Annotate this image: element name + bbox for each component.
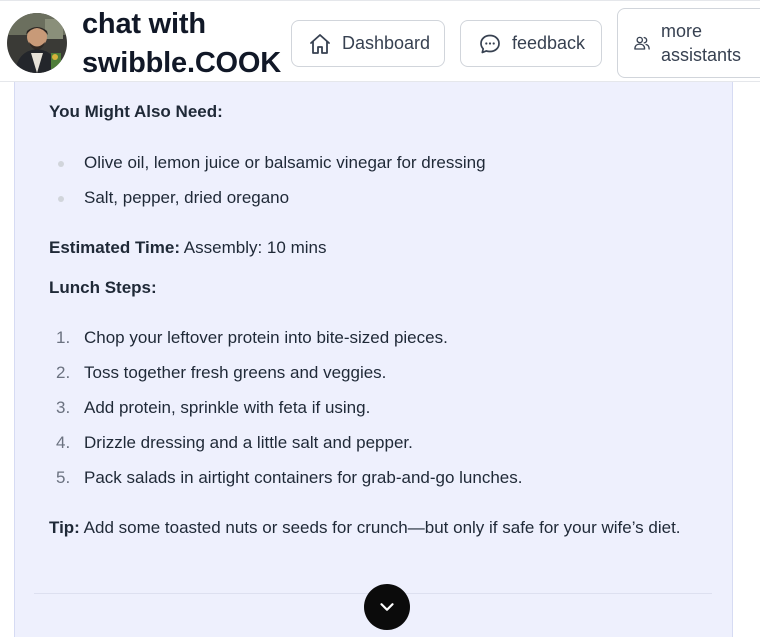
dashboard-label: Dashboard xyxy=(342,33,431,53)
chevron-down-icon xyxy=(376,596,398,618)
step-text: Chop your leftover protein into bite-sized pieces. xyxy=(84,328,448,347)
bullet-icon xyxy=(58,161,64,167)
steps-heading: Lunch Steps: xyxy=(49,278,157,297)
tip-text: Add some toasted nuts or seeds for crunch—but only if safe for your wife’s diet. xyxy=(79,518,681,537)
estimated-time xyxy=(49,238,326,258)
estimated-time-value: Assembly: 10 mins xyxy=(180,238,327,257)
step-text: Add protein, sprinkle with feta if using. xyxy=(84,398,371,417)
step-text: Pack salads in airtight containers for grab-and-go lunches. xyxy=(84,468,523,487)
app-header xyxy=(0,0,760,82)
dashboard-button[interactable] xyxy=(291,20,445,67)
scroll-to-bottom-button[interactable] xyxy=(364,584,410,630)
step-text: Drizzle dressing and a little salt and pepper. xyxy=(84,433,413,452)
tip-label: Tip: xyxy=(49,518,80,537)
bullet-icon xyxy=(58,196,64,202)
chat-bubble-icon xyxy=(478,32,502,56)
step-number: 5. xyxy=(56,468,71,487)
avatar xyxy=(7,13,67,73)
list-item-text: Salt, pepper, dried oregano xyxy=(84,188,290,207)
users-icon xyxy=(633,34,651,52)
also-need-heading: You Might Also Need: xyxy=(49,102,223,121)
more-assistants-label: more assistants xyxy=(661,21,742,65)
step-text: Toss together fresh greens and veggies. xyxy=(84,363,387,382)
chef-avatar-icon xyxy=(7,13,67,73)
step-number: 2. xyxy=(56,363,71,382)
home-icon xyxy=(308,32,332,56)
feedback-button[interactable] xyxy=(460,20,602,67)
more-assistants-button[interactable] xyxy=(617,8,760,78)
assistant-message xyxy=(14,70,733,637)
step-number: 3. xyxy=(56,398,71,417)
step-number: 4. xyxy=(56,433,71,452)
page-title: chat with swibble.COOK xyxy=(82,8,282,79)
tip xyxy=(49,518,681,538)
step-number: 1. xyxy=(56,328,71,347)
estimated-time-label: Estimated Time: xyxy=(49,238,181,257)
feedback-label: feedback xyxy=(512,33,586,53)
list-item-text: Olive oil, lemon juice or balsamic vinegar for dressing xyxy=(84,153,486,172)
